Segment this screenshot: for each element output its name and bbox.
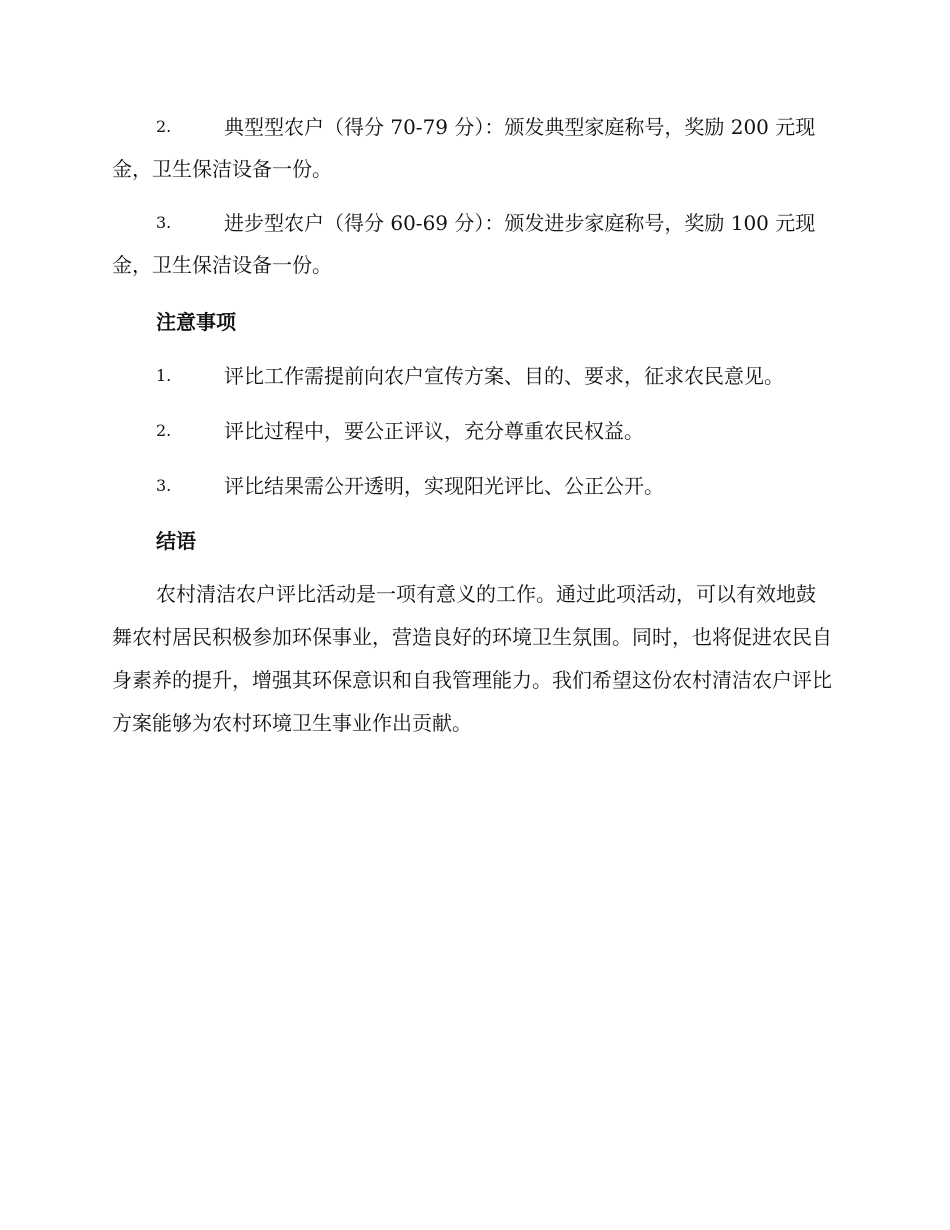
conclusion-paragraph: 农村清洁农户评比活动是一项有意义的工作。通过此项活动，可以有效地鼓舞农村居民积极参加环保事业，营造良好的环境卫生氛围。同时，也将促进农民自身素养的提升，增强其环保意识和自我管理能力。我们希望这份农村清洁农户评比方案能够为农村环境卫生事业作出贡献。 (112, 582, 832, 735)
section-heading-notes: 注意事项 (156, 310, 236, 334)
list-text: 评比工作需提前向农户宣传方案、目的、要求，征求农民意见。 (224, 364, 784, 388)
list-text: 典型型农户（得分 70-79 分）：颁发典型家庭称号，奖励 200 元现金，卫生保洁设备一份。 (112, 115, 816, 181)
list-text: 评比结果需公开透明，实现阳光评比、公正公开。 (224, 474, 664, 498)
list-number: 1. (156, 366, 172, 385)
list-item-note-1 (112, 355, 832, 397)
list-text: 进步型农户（得分 60-69 分）：颁发进步家庭称号，奖励 100 元现金，卫生保洁设备一份。 (112, 211, 816, 277)
list-number: 3. (156, 476, 172, 495)
list-number: 3. (156, 213, 172, 232)
list-item-note-2 (112, 410, 832, 452)
list-number: 2. (156, 117, 172, 136)
section-heading-conclusion: 结语 (156, 529, 196, 553)
list-item-award-3 (112, 202, 832, 286)
list-item-note-3 (112, 465, 832, 507)
list-item-award-2 (112, 106, 832, 190)
list-text: 评比过程中，要公正评议，充分尊重农民权益。 (224, 419, 644, 443)
list-number: 2. (156, 421, 172, 440)
